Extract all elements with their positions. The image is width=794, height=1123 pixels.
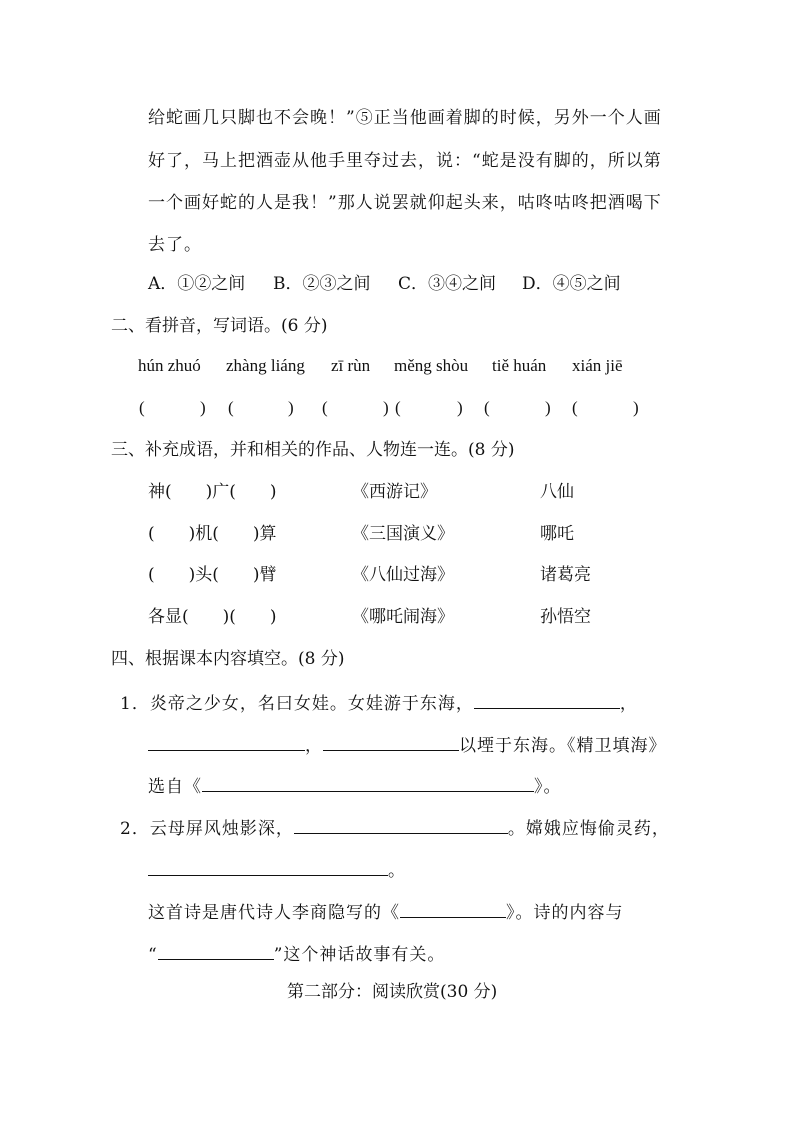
- person-2[interactable]: 哪吒: [540, 524, 574, 544]
- item-number: 1．: [120, 694, 150, 714]
- fill-item-2-text-d: 》。诗的内容与: [506, 903, 624, 923]
- pinyin-4: měng shòu: [394, 356, 469, 375]
- idiom-3[interactable]: ( )头( )臂: [148, 565, 277, 585]
- person-4[interactable]: 孙悟空: [540, 607, 591, 627]
- idiom-1[interactable]: 神( )广( ): [148, 482, 277, 502]
- answer-blank[interactable]: [148, 732, 305, 751]
- section-heading-2: 二、看拼音，写词语。(6 分): [111, 316, 328, 336]
- fill-item-2-line-1: [120, 815, 670, 840]
- idiom-2[interactable]: ( )机( )算: [148, 524, 277, 544]
- open-quote: “: [148, 945, 158, 965]
- answer-paren-close-6[interactable]: ): [633, 398, 639, 417]
- fill-item-1-line-1: [120, 690, 638, 715]
- answer-blank[interactable]: [202, 773, 534, 792]
- answer-paren-open-2[interactable]: (: [228, 398, 234, 417]
- answer-paren-close-1[interactable]: ): [200, 398, 206, 417]
- pinyin-6: xián jiē: [572, 356, 623, 375]
- paragraph-line-3: 一个画好蛇的人是我！”那人说罢就仰起头来，咕咚咕咚把酒喝下: [148, 193, 662, 213]
- fill-item-1-line-2: [148, 732, 667, 757]
- work-2[interactable]: 《三国演义》: [352, 524, 454, 544]
- answer-blank[interactable]: [148, 857, 388, 876]
- fill-item-1-line-3: [148, 773, 562, 798]
- section-heading-3: 三、补充成语，并和相关的作品、人物连一连。(8 分): [111, 440, 515, 460]
- paragraph-line-2: 好了，马上把酒壶从他手里夺过去，说：“蛇是没有脚的，所以第: [148, 151, 662, 171]
- answer-paren-close-5[interactable]: ): [545, 398, 551, 417]
- answer-paren-open-4[interactable]: (: [395, 398, 401, 417]
- pinyin-3: zī rùn: [331, 356, 371, 375]
- idiom-4[interactable]: 各显( )( ): [148, 607, 277, 627]
- fill-item-1-text-a: 炎帝之少女，名曰女娃。女娃游于东海，: [149, 694, 474, 714]
- fill-item-1-text-b: 以堙于东海。《精卫填海》: [459, 736, 667, 756]
- answer-paren-open-3[interactable]: (: [322, 398, 328, 417]
- option-b[interactable]: B．②③之间: [273, 274, 371, 294]
- person-3[interactable]: 诸葛亮: [540, 565, 591, 585]
- paragraph-line-4: 去了。: [148, 235, 202, 255]
- fill-item-2-text-c: 这首诗是唐代诗人李商隐写的《: [148, 903, 400, 923]
- comma: ，: [619, 694, 638, 714]
- period: 。: [388, 861, 406, 881]
- answer-paren-close-4[interactable]: ): [457, 398, 463, 417]
- fill-item-2-text-e: ”这个神话故事有关。: [273, 945, 446, 965]
- fill-item-1-close: 》。: [534, 777, 562, 797]
- part-two-heading: 第二部分：阅读欣赏(30 分): [287, 982, 498, 1002]
- pinyin-1: hún zhuó: [138, 356, 201, 375]
- answer-paren-open-5[interactable]: (: [484, 398, 490, 417]
- paragraph-line-1: 给蛇画几只脚也不会晚！”⑤正当他画着脚的时候，另外一个人画: [148, 108, 662, 128]
- answer-paren-close-2[interactable]: ): [288, 398, 294, 417]
- fill-item-2-line-3: [148, 899, 624, 924]
- comma: ，: [305, 736, 323, 756]
- fill-item-2-text-b: 嫦娥应悔偷灵药，: [525, 819, 670, 839]
- work-1[interactable]: 《西游记》: [352, 482, 437, 502]
- work-3[interactable]: 《八仙过海》: [352, 565, 454, 585]
- option-c[interactable]: C．③④之间: [398, 274, 497, 294]
- option-a[interactable]: A．①②之间: [148, 274, 246, 294]
- answer-blank[interactable]: [294, 815, 508, 834]
- answer-paren-open-1[interactable]: (: [139, 398, 145, 417]
- answer-blank[interactable]: [323, 732, 459, 751]
- answer-blank[interactable]: [400, 899, 506, 918]
- person-1[interactable]: 八仙: [540, 482, 574, 502]
- answer-paren-open-6[interactable]: (: [572, 398, 578, 417]
- fill-item-1-text-c: 选自《: [148, 777, 202, 797]
- work-4[interactable]: 《哪吒闹海》: [352, 607, 454, 627]
- item-number: 2．: [120, 819, 150, 839]
- fill-item-2-text-a: 云母屏风烛影深，: [149, 819, 294, 839]
- answer-paren-close-3[interactable]: ): [383, 398, 389, 417]
- fill-item-2-line-2: [148, 857, 406, 882]
- fill-item-2-line-4: [148, 941, 445, 966]
- answer-blank[interactable]: [474, 690, 620, 709]
- pinyin-2: zhàng liáng: [226, 356, 305, 375]
- option-d[interactable]: D．④⑤之间: [522, 274, 621, 294]
- section-heading-4: 四、根据课本内容填空。(8 分): [111, 649, 345, 669]
- answer-blank[interactable]: [158, 941, 274, 960]
- period: 。: [507, 819, 526, 839]
- pinyin-5: tiě huán: [492, 356, 547, 375]
